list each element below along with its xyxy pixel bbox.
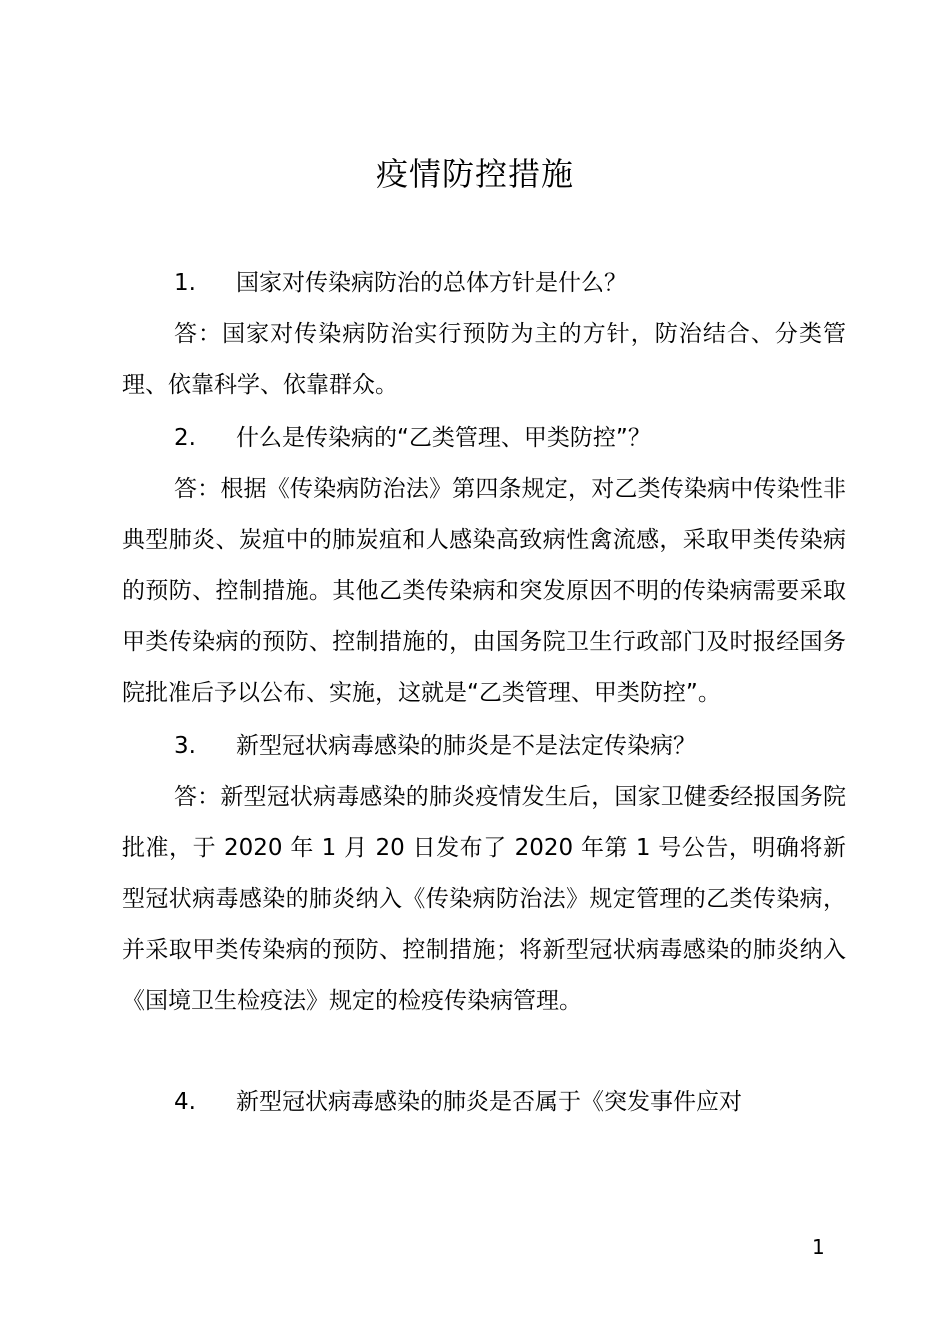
question-text: 什么是传染病的“乙类管理、甲类防控”？ [236, 425, 651, 451]
question-text: 新型冠状病毒感染的肺炎是否属于《突发事件应对 [236, 1089, 742, 1115]
answer-3: 答：新型冠状病毒感染的肺炎疫情发生后，国家卫健委经报国务院批准，于 2020 年 1 月 20 日发布了 2020 年第 1 号公告，明确将新型冠状病毒感染的肺炎纳入《传染病防治法》规定管理的乙类传染病，并采取甲类传染病的预防、控制措施；将新型冠状病毒感染的肺炎纳入《国境卫生检疫法》规定的检疫传染病管理。 [122, 784, 846, 1014]
question-3 [122, 721, 846, 772]
question-number: 2. [174, 425, 196, 451]
question-number: 1. [174, 270, 196, 296]
question-number: 4. [174, 1089, 196, 1115]
answer-1: 答：国家对传染病防治实行预防为主的方针，防治结合、分类管理、依靠科学、依靠群众。 [122, 321, 846, 398]
question-1 [122, 258, 846, 309]
document-title: 疫情防控措施 [375, 155, 574, 193]
question-2 [122, 413, 846, 464]
question-number: 3. [174, 733, 196, 759]
question-text: 新型冠状病毒感染的肺炎是不是法定传染病？ [236, 733, 696, 759]
question-4 [122, 1077, 846, 1128]
page-number: 1 [812, 1235, 825, 1259]
answer-2: 答：根据《传染病防治法》第四条规定，对乙类传染病中传染性非典型肺炎、炭疽中的肺炭疽和人感染高致病性禽流感，采取甲类传染病的预防、控制措施。其他乙类传染病和突发原因不明的传染病需要采取甲类传染病的预防、控制措施的，由国务院卫生行政部门及时报经国务院批准后予以公布、实施，这就是“乙类管理、甲类防控”。 [122, 476, 846, 706]
question-text: 国家对传染病防治的总体方针是什么？ [236, 270, 627, 296]
document-body [122, 258, 846, 1128]
